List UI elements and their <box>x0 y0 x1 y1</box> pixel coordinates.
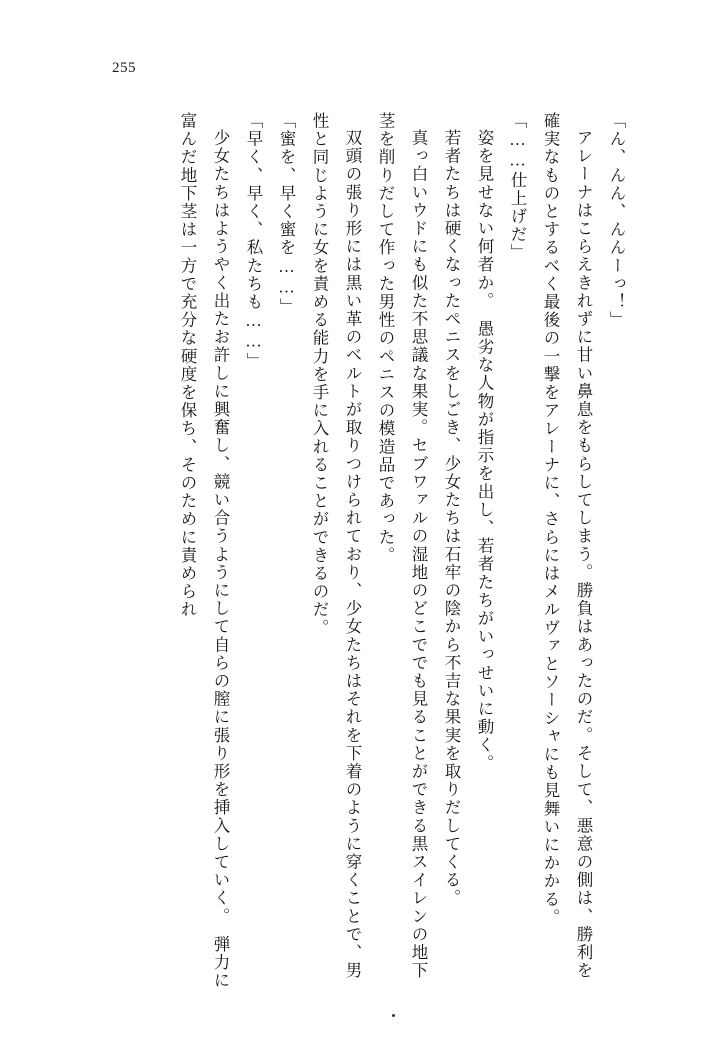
body-paragraph: 「ん、んん、んんーっ！」 <box>607 112 626 330</box>
body-paragraph: 真っ白いウドにも似た不思議な果実。セブワァルの湿地のどこででも見ることができる黒スイレンの地下茎を削りだして作った男性のペニスの模造品であった。 <box>376 112 428 980</box>
body-paragraph: 姿を見せない何者か。 愚劣な人物が指示を出し、若者たちがいっせいに動く。 <box>475 129 494 773</box>
page-body-text <box>78 112 633 992</box>
body-paragraph: 「……仕上げだ」 <box>508 112 527 262</box>
body-paragraph: 若者たちは硬くなったペニスをしごき、少女たちは石牢の陰から不吉な果実を取りだしてくる。 <box>442 129 461 908</box>
body-paragraph: 少女たちはようやく出たお許しに興奮し、競い合うようにして自らの膣に張り形を挿入していく。 弾力に富んだ地下茎は一方で充分な硬度を保ち、そのために責められ <box>178 112 230 990</box>
body-paragraph: 「蜜を、早く蜜を……」 <box>277 112 296 317</box>
body-paragraph: 双頭の張り形には黒い革のベルトが取りつけられており、少女たちはそれを下着のように穿くことで、男性と同じように女を責める能力を手に入れることができるのだ。 <box>310 112 362 980</box>
page-number: 255 <box>112 60 136 76</box>
body-paragraph: 「早く、早く、私たちも……」 <box>244 112 263 371</box>
body-paragraph: アレーナはこらえきれずに甘い鼻息をもらしてしまう。勝負はあったのだ。そして、悪意の側は、勝利を確実なものとするべく最後の一撃をアレーナに、さらにはメルヴァとソーシャにも見舞いにかかる。 <box>541 112 593 980</box>
footer-mark <box>392 1014 395 1017</box>
